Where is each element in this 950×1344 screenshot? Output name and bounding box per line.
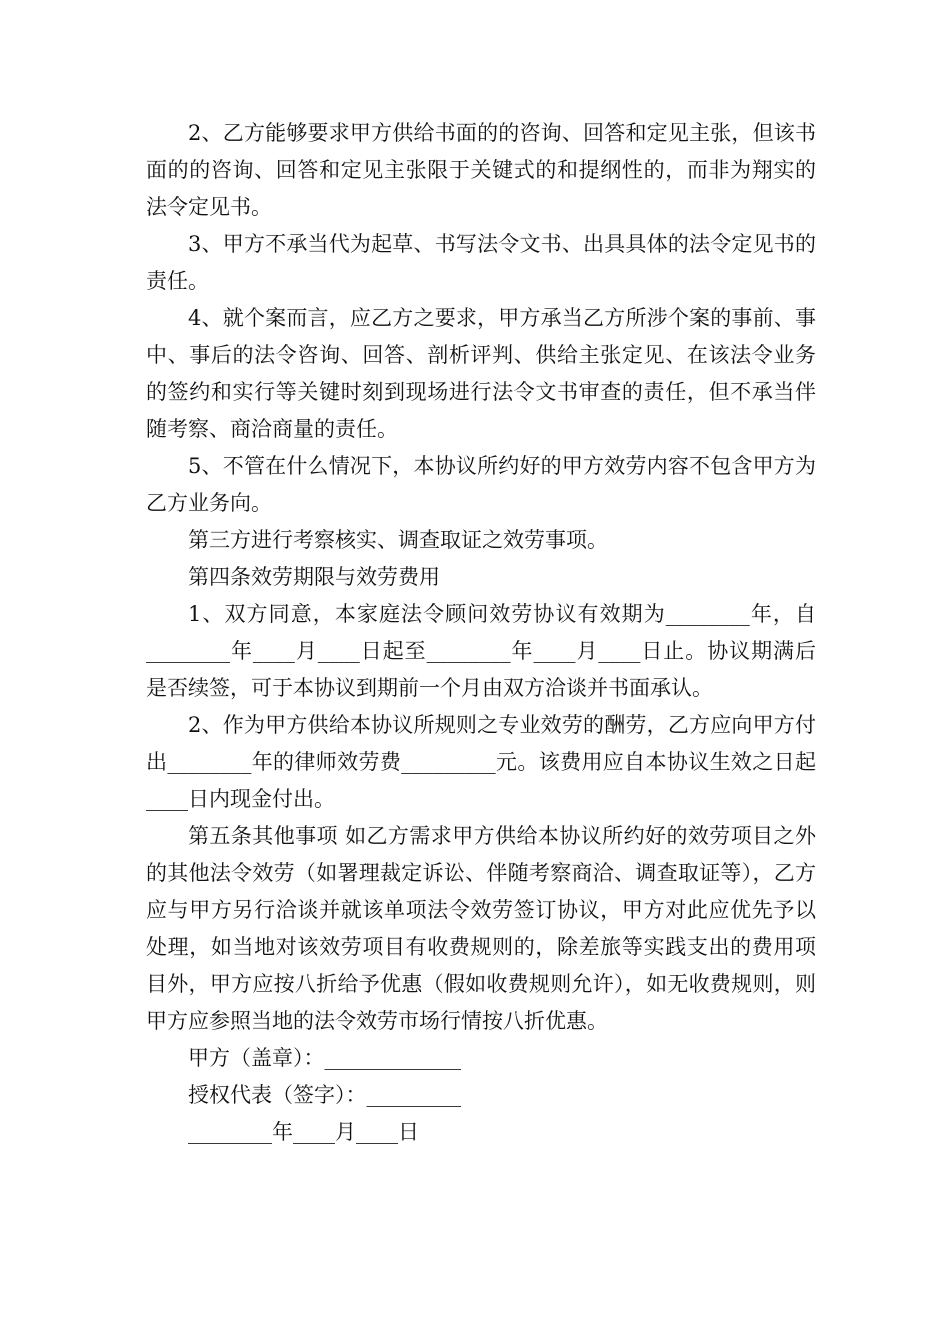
article-4-heading: 第四条效劳期限与效劳费用 (188, 565, 440, 589)
fee-paragraph: 2、作为甲方供给本协议所规则之专业效劳的酬劳，乙方应向甲方付出________年的律师效劳费_________元。该费用应自本协议生效之日起____日内现金付出。 (146, 713, 816, 811)
signature-date-line: ________年____月____日 (188, 1120, 419, 1144)
clause-3-paragraph: 3、甲方不承当代为起草、书写法令文书、出具具体的法令定见书的责任。 (146, 232, 816, 293)
term-paragraph: 1、双方同意，本家庭法令顾问效劳协议有效期为________年，自________年____月____日起至________年____月____日止。协议期满后是否续签，可于本协议到期前一个月由双方洽谈并书面承认。 (146, 602, 816, 700)
document-body (146, 115, 816, 1151)
clause-2-paragraph: 2、乙方能够要求甲方供给书面的的咨询、回答和定见主张，但该书面的的咨询、回答和定见主张限于关键式的和提纲性的，而非为翔实的法令定见书。 (146, 121, 816, 219)
authorized-rep-signature-line: 授权代表（签字）：_________ (188, 1083, 461, 1107)
clause-4-paragraph: 4、就个案而言，应乙方之要求，甲方承当乙方所涉个案的事前、事中、事后的法令咨询、回答、剖析评判、供给主张定见、在该法令业务的签约和实行等关键时刻到现场进行法令文书审查的责任，但不承当伴随考察、商洽商量的责任。 (146, 306, 816, 441)
third-party-paragraph: 第三方进行考察核实、调查取证之效劳事项。 (188, 528, 608, 552)
party-a-signature-line: 甲方（盖章）：_____________ (188, 1046, 461, 1070)
article-5-paragraph: 第五条其他事项 如乙方需求甲方供给本协议所约好的效劳项目之外的其他法令效劳（如署理裁定诉讼、伴随考察商洽、调查取证等），乙方应与甲方另行洽谈并就该单项法令效劳签订协议，甲方对此应优先予以处理，如当地对该效劳项目有收费规则的，除差旅等实践支出的费用项目外，甲方应按八折给予优惠（假如收费规则允许），如无收费规则，则甲方应参照当地的法令效劳市场行情按八折优惠。 (146, 824, 816, 1033)
clause-5-paragraph: 5、不管在什么情况下，本协议所约好的甲方效劳内容不包含甲方为乙方业务向。 (146, 454, 816, 515)
